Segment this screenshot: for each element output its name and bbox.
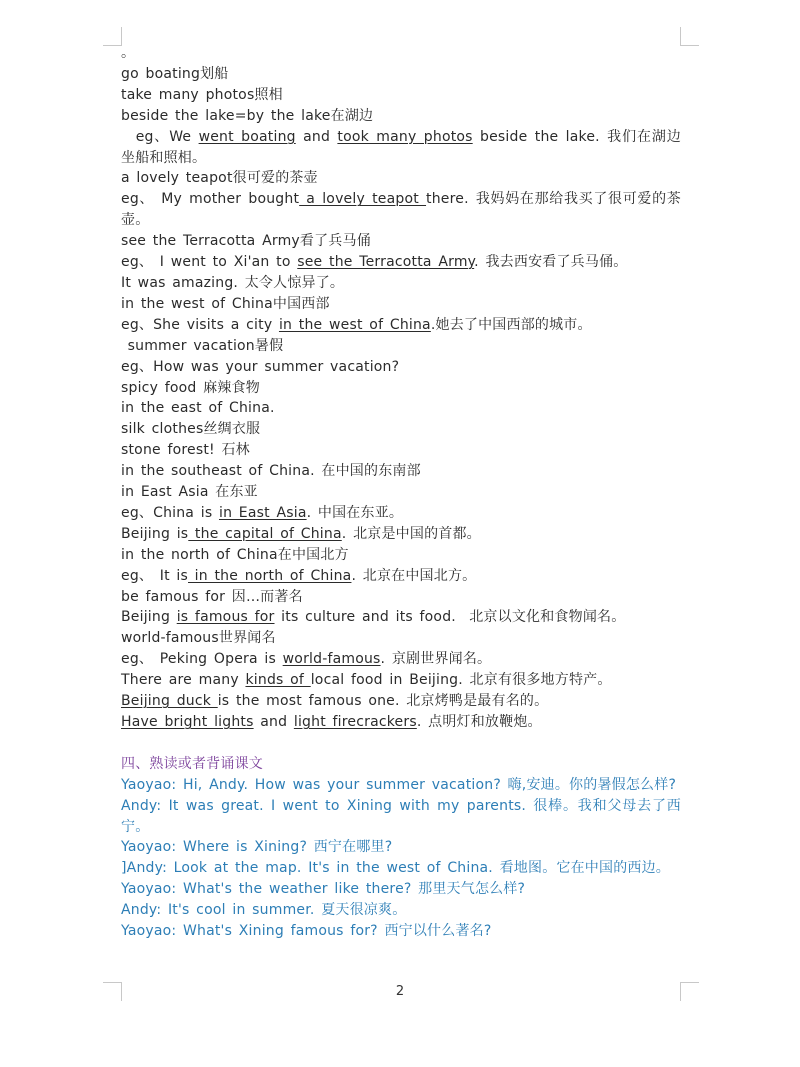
text-segment: 。	[121, 45, 136, 61]
text-segment: eg、We	[121, 128, 199, 145]
underlined-phrase: kinds of	[245, 672, 311, 689]
section-heading: 四、熟读或者背诵课文	[121, 755, 263, 772]
vocab-line	[121, 336, 681, 357]
vocab-line	[121, 503, 681, 524]
underlined-phrase: in East Asia	[218, 504, 307, 521]
text-segment: . 北京是中国的首都。	[341, 525, 481, 542]
text-segment: see the Terracotta Army看了兵马俑	[121, 233, 371, 250]
text-segment: silk clothes丝绸衣服	[121, 421, 261, 438]
dialog-line: Andy: It's cool in summer. 夏天很凉爽。	[121, 902, 407, 919]
vocab-line	[121, 691, 681, 712]
blank-line	[121, 733, 681, 754]
text-segment: . 京剧世界闻名。	[380, 651, 492, 668]
underlined-phrase: a lovely teapot	[299, 191, 427, 208]
vocabulary-list	[121, 43, 681, 733]
underlined-phrase: took many photos	[337, 128, 473, 145]
vocab-line	[121, 294, 681, 315]
dialog-line: Andy: It was great. I went to Xining with my parents. 很棒。我和父母去了西宁。	[121, 797, 681, 835]
vocab-line	[121, 545, 681, 566]
vocab-line	[121, 440, 681, 461]
text-segment: spicy food 麻辣食物	[121, 379, 260, 396]
text-segment: eg、She visits a city	[121, 316, 279, 333]
text-segment: local food in Beijing. 北京有很多地方特产。	[310, 672, 612, 689]
text-segment: eg、 I went to Xi'an to	[121, 254, 298, 271]
text-segment: take many photos照相	[121, 86, 283, 103]
underlined-phrase: Beijing duck	[121, 693, 218, 710]
text-segment: stone forest! 石林	[121, 442, 250, 459]
dialog-line: Yaoyao: Hi, Andy. How was your summer vacation? 嗨,安迪。你的暑假怎么样?	[121, 776, 677, 793]
underlined-phrase: in the west of China	[278, 316, 431, 333]
text-segment: a lovely teapot很可爱的茶壶	[121, 170, 318, 187]
underlined-phrase: went boating	[198, 128, 296, 145]
vocab-line	[121, 106, 681, 127]
vocab-line	[121, 670, 681, 691]
text-segment: world-famous世界闻名	[121, 630, 276, 647]
underlined-phrase: Have bright lights	[121, 714, 254, 730]
vocab-line	[121, 628, 681, 649]
vocab-line	[121, 64, 681, 85]
text-segment: in the east of China.	[121, 400, 275, 417]
text-segment: . 我去西安看了兵马俑。	[474, 254, 628, 271]
vocab-line	[121, 252, 681, 273]
text-segment: Beijing	[121, 609, 177, 626]
dialog-line: ]Andy: Look at the map. It's in the west of China. 看地图。它在中国的西边。	[121, 860, 671, 877]
vocab-line	[121, 357, 681, 378]
text-segment: its culture and its food. 北京以文化和食物闻名。	[274, 609, 626, 626]
text-segment: beside the lake. 我们在湖边坐船和照相。	[121, 128, 681, 166]
underlined-phrase: see the Terracotta Army	[297, 254, 475, 271]
vocab-line	[121, 649, 681, 670]
vocab-line	[121, 168, 681, 189]
text-segment: and	[253, 714, 294, 730]
text-segment: go boating划船	[121, 65, 229, 82]
underlined-phrase: light firecrackers	[293, 714, 417, 730]
text-segment: be famous for 因…而著名	[121, 588, 303, 605]
vocab-line	[121, 315, 681, 336]
vocab-line	[121, 419, 681, 440]
vocab-line	[121, 273, 681, 294]
text-segment: eg、How was your summer vacation?	[121, 358, 400, 375]
underlined-phrase: the capital of China	[188, 525, 342, 542]
text-segment: summer vacation暑假	[121, 337, 284, 354]
page-content	[121, 43, 681, 942]
text-segment: in the north of China在中国北方	[121, 546, 349, 563]
vocab-line	[121, 607, 681, 628]
text-segment: . 中国在东亚。	[306, 504, 404, 521]
vocab-line	[121, 482, 681, 503]
vocab-line	[121, 587, 681, 608]
text-segment: There are many	[121, 672, 246, 689]
text-segment: there. 我妈妈在那给我买了很可爱的茶壶。	[121, 191, 681, 229]
text-segment: . 北京在中国北方。	[351, 567, 477, 584]
dialog-text	[121, 775, 681, 942]
vocab-line	[121, 127, 681, 169]
vocab-line	[121, 524, 681, 545]
vocab-line	[121, 398, 681, 419]
text-segment: is the most famous one. 北京烤鸭是最有名的。	[217, 693, 549, 710]
vocab-line	[121, 566, 681, 587]
text-segment: eg、China is	[121, 504, 219, 521]
text-segment: and	[295, 128, 338, 145]
top-right-crop-mark	[680, 27, 699, 46]
text-segment: eg、 It is	[121, 567, 189, 584]
underlined-phrase: world-famous	[282, 651, 381, 668]
text-segment: in the southeast of China. 在中国的东南部	[121, 463, 421, 480]
text-segment: in the west of China中国西部	[121, 295, 330, 312]
underlined-phrase: is famous for	[176, 609, 275, 626]
vocab-line	[121, 85, 681, 106]
underlined-phrase: in the north of China	[188, 567, 352, 584]
dialog-line: Yaoyao: Where is Xining? 西宁在哪里?	[121, 839, 393, 856]
vocab-line	[121, 189, 681, 231]
vocab-line	[121, 43, 681, 64]
vocab-line	[121, 712, 681, 733]
vocab-line	[121, 378, 681, 399]
top-left-crop-mark	[103, 27, 122, 46]
text-segment: eg、 Peking Opera is	[121, 651, 283, 668]
page-number: 2	[395, 984, 405, 999]
text-segment: . 点明灯和放鞭炮。	[416, 714, 542, 730]
dialog-line: Yaoyao: What's the weather like there? 那里天气怎么样?	[121, 881, 526, 898]
text-segment: .她去了中国西部的城市。	[430, 316, 592, 333]
text-segment: in East Asia 在东亚	[121, 484, 258, 501]
vocab-line	[121, 231, 681, 252]
text-segment: Beijing is	[121, 525, 189, 542]
vocab-line	[121, 461, 681, 482]
dialog-line: Yaoyao: What's Xining famous for? 西宁以什么著名?	[121, 923, 492, 940]
text-segment: eg、 My mother bought	[121, 191, 300, 208]
text-segment: beside the lake=by the lake在湖边	[121, 107, 374, 124]
text-segment: It was amazing. 太令人惊异了。	[121, 274, 345, 291]
